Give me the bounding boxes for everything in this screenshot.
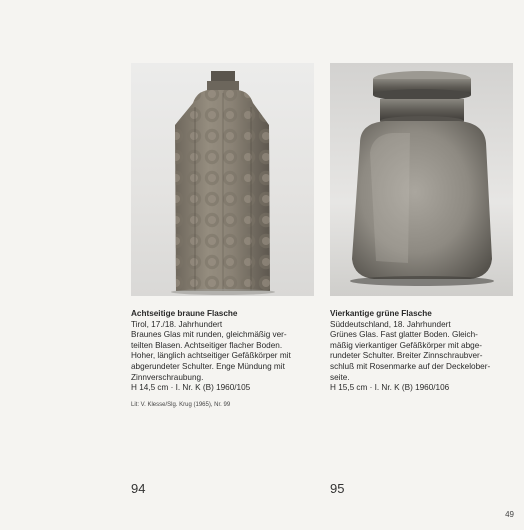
description-line: Grünes Glas. Fast glatter Boden. Gleich-: [330, 330, 478, 340]
entry-description: [131, 330, 315, 383]
catalog-number: 94: [131, 481, 146, 496]
photo-octagonal-brown-bottle: [131, 63, 314, 296]
description-line: Zinnverschraubung.: [131, 372, 204, 382]
description-line: rundeter Schulter. Breiter Zinnschraubver-: [330, 351, 483, 361]
description-line: mäßig vierkantiger Gefäßkörper mit abge-: [330, 340, 482, 350]
description-line: seite.: [330, 372, 350, 382]
photo-square-green-bottle: [330, 63, 513, 296]
description-line: schluß mit Rosenmarke auf der Deckelober-: [330, 361, 491, 371]
catalog-entry-95: [330, 309, 514, 394]
entry-measure: H 14,5 cm · I. Nr. K (B) 1960/105: [131, 383, 251, 393]
entry-measure: H 15,5 cm · I. Nr. K (B) 1960/106: [330, 383, 450, 393]
entry-origin: Süddeutschland, 18. Jahrhundert: [330, 319, 451, 329]
entry-origin: Tirol, 17./18. Jahrhundert: [131, 319, 223, 329]
entry-description: [330, 330, 514, 383]
page-number: 49: [505, 510, 514, 519]
catalog-entry-94: [131, 309, 315, 410]
description-line: abgerundeter Schulter. Enge Mündung mit: [131, 361, 285, 371]
entry-title: Vierkantige grüne Flasche: [330, 309, 432, 318]
description-line: Braunes Glas mit runden, gleichmäßig ver-: [131, 330, 287, 340]
catalog-number: 95: [330, 481, 345, 496]
description-line: Hoher, länglich achtseitiger Gefäßkörper mit: [131, 351, 291, 361]
description-line: teilten Blasen. Achtseitiger flacher Boden.: [131, 340, 283, 350]
entry-literature: Lit: V. Klesse/Slg. Krug (1965), Nr. 99: [131, 401, 231, 408]
entry-title: Achtseitige braune Flasche: [131, 309, 238, 318]
